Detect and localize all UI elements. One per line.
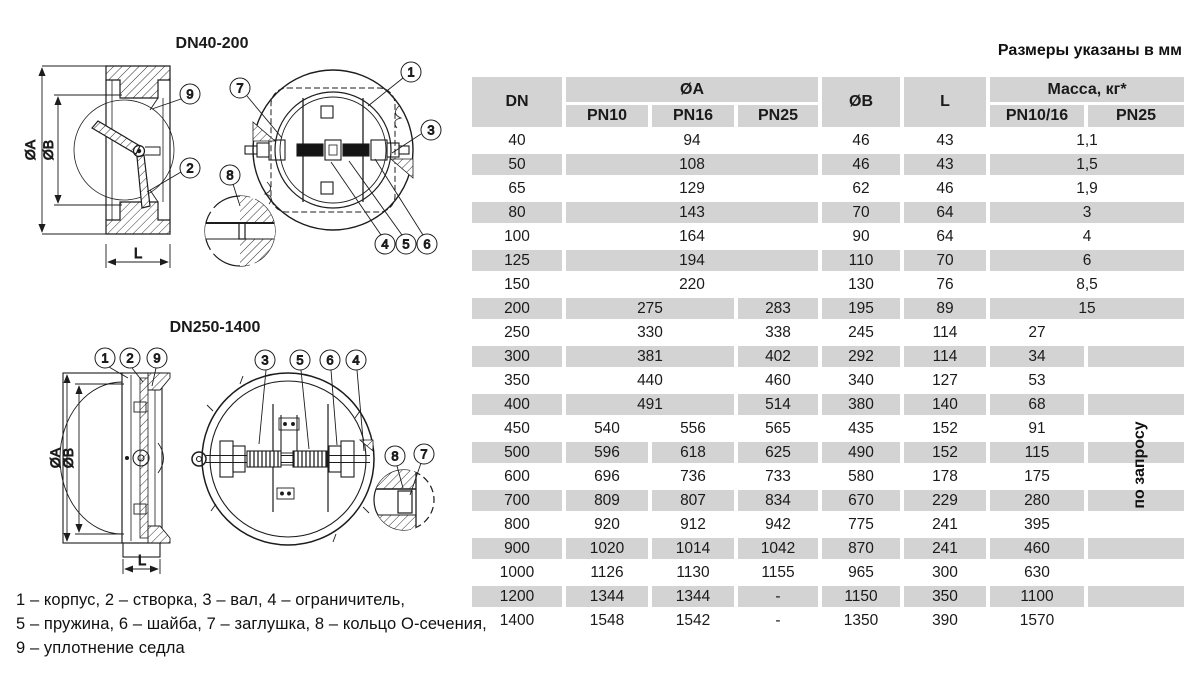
svg-text:8: 8 bbox=[226, 167, 234, 183]
table-cell bbox=[1088, 562, 1184, 583]
table-cell: 380 bbox=[822, 394, 900, 415]
table-cell: 1020 bbox=[566, 538, 648, 559]
table-cell: 27 bbox=[990, 322, 1084, 343]
col-pn16: PN16 bbox=[652, 105, 734, 127]
col-ob: ØB bbox=[822, 77, 900, 127]
table-cell bbox=[1088, 586, 1184, 607]
table-cell: 8,5 bbox=[990, 274, 1184, 295]
table-cell: 43 bbox=[904, 130, 986, 151]
svg-text:7: 7 bbox=[420, 446, 428, 462]
svg-text:6: 6 bbox=[326, 352, 334, 368]
units-note: Размеры указаны в мм bbox=[997, 42, 1182, 59]
table-cell: 596 bbox=[566, 442, 648, 463]
table-cell: 390 bbox=[904, 610, 986, 631]
table-cell bbox=[1088, 514, 1184, 535]
table-cell: 800 bbox=[472, 514, 562, 535]
table-cell: 450 bbox=[472, 418, 562, 439]
table-cell bbox=[1088, 394, 1184, 415]
table-cell: 94 bbox=[566, 130, 818, 151]
table-cell: 1126 bbox=[566, 562, 648, 583]
table-cell: 53 bbox=[990, 370, 1084, 391]
table-cell: 110 bbox=[822, 250, 900, 271]
table-cell: - bbox=[738, 610, 818, 631]
table-cell: 4 bbox=[990, 226, 1184, 247]
col-pn25: PN25 bbox=[738, 105, 818, 127]
table-cell: 400 bbox=[472, 394, 562, 415]
table-cell: 460 bbox=[738, 370, 818, 391]
table-cell: 736 bbox=[652, 466, 734, 487]
table-cell: 807 bbox=[652, 490, 734, 511]
table-cell: 76 bbox=[904, 274, 986, 295]
table-cell: 900 bbox=[472, 538, 562, 559]
dim-label-l: L bbox=[133, 245, 143, 262]
table-cell: 194 bbox=[566, 250, 818, 271]
table-row bbox=[472, 130, 1184, 151]
table-cell: 46 bbox=[822, 154, 900, 175]
svg-text:7: 7 bbox=[236, 80, 244, 96]
table-cell: 195 bbox=[822, 298, 900, 319]
table-row bbox=[472, 514, 1184, 535]
table-cell: 34 bbox=[990, 346, 1084, 367]
table-row bbox=[472, 250, 1184, 271]
table-cell: 1014 bbox=[652, 538, 734, 559]
svg-text:4: 4 bbox=[381, 236, 389, 252]
table-cell: 965 bbox=[822, 562, 900, 583]
callout-9 bbox=[152, 84, 200, 109]
callouts-dn40-200 bbox=[147, 62, 441, 254]
table-cell: 540 bbox=[566, 418, 648, 439]
table-cell: 175 bbox=[990, 466, 1084, 487]
table-cell: 600 bbox=[472, 466, 562, 487]
table-cell: 834 bbox=[738, 490, 818, 511]
table-cell: 130 bbox=[822, 274, 900, 295]
table-cell bbox=[1088, 322, 1184, 343]
table-cell: 280 bbox=[990, 490, 1084, 511]
table-cell: 108 bbox=[566, 154, 818, 175]
svg-text:8: 8 bbox=[391, 448, 399, 464]
table-cell: 491 bbox=[566, 394, 734, 415]
table-cell: 500 bbox=[472, 442, 562, 463]
table-cell: 1200 bbox=[472, 586, 562, 607]
table-cell: 330 bbox=[566, 322, 734, 343]
table-cell: 402 bbox=[738, 346, 818, 367]
table-cell: 129 bbox=[566, 178, 818, 199]
table-cell: 220 bbox=[566, 274, 818, 295]
svg-text:9: 9 bbox=[186, 86, 194, 102]
table-row bbox=[472, 610, 1184, 631]
table-cell: 300 bbox=[472, 346, 562, 367]
detail-circle-plug bbox=[372, 464, 434, 541]
table-cell: 1100 bbox=[990, 586, 1084, 607]
table-row bbox=[472, 538, 1184, 559]
table-cell: 696 bbox=[566, 466, 648, 487]
svg-text:1: 1 bbox=[407, 64, 415, 80]
table-cell: 1,5 bbox=[990, 154, 1184, 175]
table-cell: 775 bbox=[822, 514, 900, 535]
table-row bbox=[472, 346, 1184, 367]
table-cell: 80 bbox=[472, 202, 562, 223]
table-row bbox=[472, 418, 1184, 439]
dim-label-ob2: ØB bbox=[60, 447, 76, 469]
table-cell: 6 bbox=[990, 250, 1184, 271]
table-cell: 618 bbox=[652, 442, 734, 463]
table-cell: 64 bbox=[904, 202, 986, 223]
table-cell: 870 bbox=[822, 538, 900, 559]
table-cell: 127 bbox=[904, 370, 986, 391]
table-cell: 395 bbox=[990, 514, 1084, 535]
table-row bbox=[472, 202, 1184, 223]
table-cell: 300 bbox=[904, 562, 986, 583]
table-cell: 350 bbox=[472, 370, 562, 391]
table-cell: 1,9 bbox=[990, 178, 1184, 199]
table-cell: 338 bbox=[738, 322, 818, 343]
table-cell: 64 bbox=[904, 226, 986, 247]
table-cell: 89 bbox=[904, 298, 986, 319]
legend-line-1: 1 – корпус, 2 – створка, 3 – вал, 4 – ограничитель, bbox=[16, 591, 406, 609]
table-cell: 241 bbox=[904, 538, 986, 559]
on-request-label: по запросу bbox=[1131, 421, 1148, 509]
diagram1-title: DN40-200 bbox=[175, 35, 249, 52]
svg-text:9: 9 bbox=[153, 350, 161, 366]
table-cell: - bbox=[738, 586, 818, 607]
dim-label-ob: ØB bbox=[40, 139, 56, 161]
front-view-dn40-200 bbox=[245, 70, 413, 230]
table-cell: 700 bbox=[472, 490, 562, 511]
table-cell: 340 bbox=[822, 370, 900, 391]
dim-label-l2: L bbox=[137, 552, 147, 569]
table-header bbox=[472, 77, 1184, 127]
table-cell: 143 bbox=[566, 202, 818, 223]
table-cell: 70 bbox=[904, 250, 986, 271]
table-cell bbox=[1088, 538, 1184, 559]
table-cell: 1344 bbox=[652, 586, 734, 607]
table-cell: 514 bbox=[738, 394, 818, 415]
table-row bbox=[472, 178, 1184, 199]
table-cell: 1542 bbox=[652, 610, 734, 631]
svg-text:1: 1 bbox=[101, 350, 109, 366]
table-cell: 1400 bbox=[472, 610, 562, 631]
table-cell: 164 bbox=[566, 226, 818, 247]
svg-text:5: 5 bbox=[402, 236, 410, 252]
table-row bbox=[472, 466, 1184, 487]
parts-legend bbox=[16, 588, 487, 660]
diagram-dn40-200 bbox=[0, 10, 478, 310]
table-cell: 1570 bbox=[990, 610, 1084, 631]
table-cell: 140 bbox=[904, 394, 986, 415]
table-cell: 1350 bbox=[822, 610, 900, 631]
table-row bbox=[472, 154, 1184, 175]
table-cell: 43 bbox=[904, 154, 986, 175]
table-body bbox=[472, 130, 1184, 631]
table-row bbox=[472, 562, 1184, 583]
svg-text:3: 3 bbox=[427, 122, 435, 138]
table-cell: 1155 bbox=[738, 562, 818, 583]
table-row bbox=[472, 442, 1184, 463]
table-cell: 100 bbox=[472, 226, 562, 247]
table-cell: 62 bbox=[822, 178, 900, 199]
table-cell: 200 bbox=[472, 298, 562, 319]
table-cell: 670 bbox=[822, 490, 900, 511]
table-cell: 1000 bbox=[472, 562, 562, 583]
table-row bbox=[472, 226, 1184, 247]
table-cell: 40 bbox=[472, 130, 562, 151]
dimensions-table-wrap bbox=[468, 74, 1188, 634]
table-cell: 46 bbox=[904, 178, 986, 199]
table-cell: 91 bbox=[990, 418, 1084, 439]
table-cell: 70 bbox=[822, 202, 900, 223]
diagram2-title: DN250-1400 bbox=[169, 319, 261, 336]
table-cell: 556 bbox=[652, 418, 734, 439]
table-cell: 15 bbox=[990, 298, 1184, 319]
table-cell: 381 bbox=[566, 346, 734, 367]
callout-2 bbox=[147, 158, 200, 192]
table-cell: 1130 bbox=[652, 562, 734, 583]
table-cell: 152 bbox=[904, 442, 986, 463]
dimensions-table bbox=[468, 74, 1188, 634]
svg-text:2: 2 bbox=[126, 350, 134, 366]
callout2-5 bbox=[290, 350, 310, 449]
table-cell: 292 bbox=[822, 346, 900, 367]
table-cell: 625 bbox=[738, 442, 818, 463]
table-cell: 920 bbox=[566, 514, 648, 535]
callout2-4 bbox=[346, 350, 366, 451]
svg-text:2: 2 bbox=[186, 160, 194, 176]
legend-line-2: 5 – пружина, 6 – шайба, 7 – заглушка, 8 – кольцо О-сечения, bbox=[16, 615, 487, 633]
table-cell: 565 bbox=[738, 418, 818, 439]
table-cell: 229 bbox=[904, 490, 986, 511]
table-cell: 350 bbox=[904, 586, 986, 607]
table-cell: 150 bbox=[472, 274, 562, 295]
table-cell: 115 bbox=[990, 442, 1084, 463]
table-row bbox=[472, 586, 1184, 607]
col-mass-pn1016: PN10/16 bbox=[990, 105, 1084, 127]
dim-label-oa: ØA bbox=[22, 139, 38, 161]
table-cell: 114 bbox=[904, 322, 986, 343]
table-cell: 50 bbox=[472, 154, 562, 175]
table-cell: 114 bbox=[904, 346, 986, 367]
table-cell: 1548 bbox=[566, 610, 648, 631]
table-cell: 1042 bbox=[738, 538, 818, 559]
table-cell: 942 bbox=[738, 514, 818, 535]
side-view-dn40-200 bbox=[74, 66, 174, 234]
table-cell: 68 bbox=[990, 394, 1084, 415]
table-cell: 245 bbox=[822, 322, 900, 343]
table-row bbox=[472, 490, 1184, 511]
table-cell: 125 bbox=[472, 250, 562, 271]
svg-text:5: 5 bbox=[296, 352, 304, 368]
table-cell bbox=[1088, 346, 1184, 367]
table-cell: 490 bbox=[822, 442, 900, 463]
table-cell: 90 bbox=[822, 226, 900, 247]
table-row bbox=[472, 322, 1184, 343]
table-cell: 46 bbox=[822, 130, 900, 151]
table-cell: 65 bbox=[472, 178, 562, 199]
col-pn10: PN10 bbox=[566, 105, 648, 127]
table-cell: 440 bbox=[566, 370, 734, 391]
col-dn: DN bbox=[472, 77, 562, 127]
table-cell: 178 bbox=[904, 466, 986, 487]
col-mass: Масса, кг* bbox=[990, 77, 1184, 102]
detail-circle-oring bbox=[204, 196, 276, 266]
col-l: L bbox=[904, 77, 986, 127]
svg-text:4: 4 bbox=[352, 352, 360, 368]
table-cell: 460 bbox=[990, 538, 1084, 559]
legend-line-3: 9 – уплотнение седла bbox=[16, 639, 185, 657]
front-view-dn250-1400 bbox=[192, 373, 374, 545]
table-cell: 435 bbox=[822, 418, 900, 439]
table-cell: 580 bbox=[822, 466, 900, 487]
table-cell: 283 bbox=[738, 298, 818, 319]
table-cell: 275 bbox=[566, 298, 734, 319]
table-cell: 3 bbox=[990, 202, 1184, 223]
table-cell: 152 bbox=[904, 418, 986, 439]
table-cell bbox=[1088, 370, 1184, 391]
table-row bbox=[472, 370, 1184, 391]
col-oa: ØA bbox=[566, 77, 818, 102]
table-cell: 1,1 bbox=[990, 130, 1184, 151]
table-cell: 241 bbox=[904, 514, 986, 535]
table-cell: 733 bbox=[738, 466, 818, 487]
side-view-dn250-1400 bbox=[60, 373, 170, 557]
table-cell: 1344 bbox=[566, 586, 648, 607]
table-row bbox=[472, 274, 1184, 295]
diagram-dn250-1400 bbox=[0, 312, 478, 590]
callout-3 bbox=[392, 120, 441, 153]
svg-text:6: 6 bbox=[423, 236, 431, 252]
table-row bbox=[472, 394, 1184, 415]
svg-text:3: 3 bbox=[261, 352, 269, 368]
table-row bbox=[472, 298, 1184, 319]
callout2-3 bbox=[255, 350, 275, 444]
table-cell: 809 bbox=[566, 490, 648, 511]
table-cell: 912 bbox=[652, 514, 734, 535]
table-cell bbox=[1088, 610, 1184, 631]
col-mass-pn25: PN25 bbox=[1088, 105, 1184, 127]
table-cell: 250 bbox=[472, 322, 562, 343]
dim-label-oa2: ØA bbox=[47, 447, 63, 469]
callout2-6 bbox=[320, 350, 340, 445]
table-cell: 1150 bbox=[822, 586, 900, 607]
table-cell: 630 bbox=[990, 562, 1084, 583]
callout2-2 bbox=[120, 348, 143, 382]
